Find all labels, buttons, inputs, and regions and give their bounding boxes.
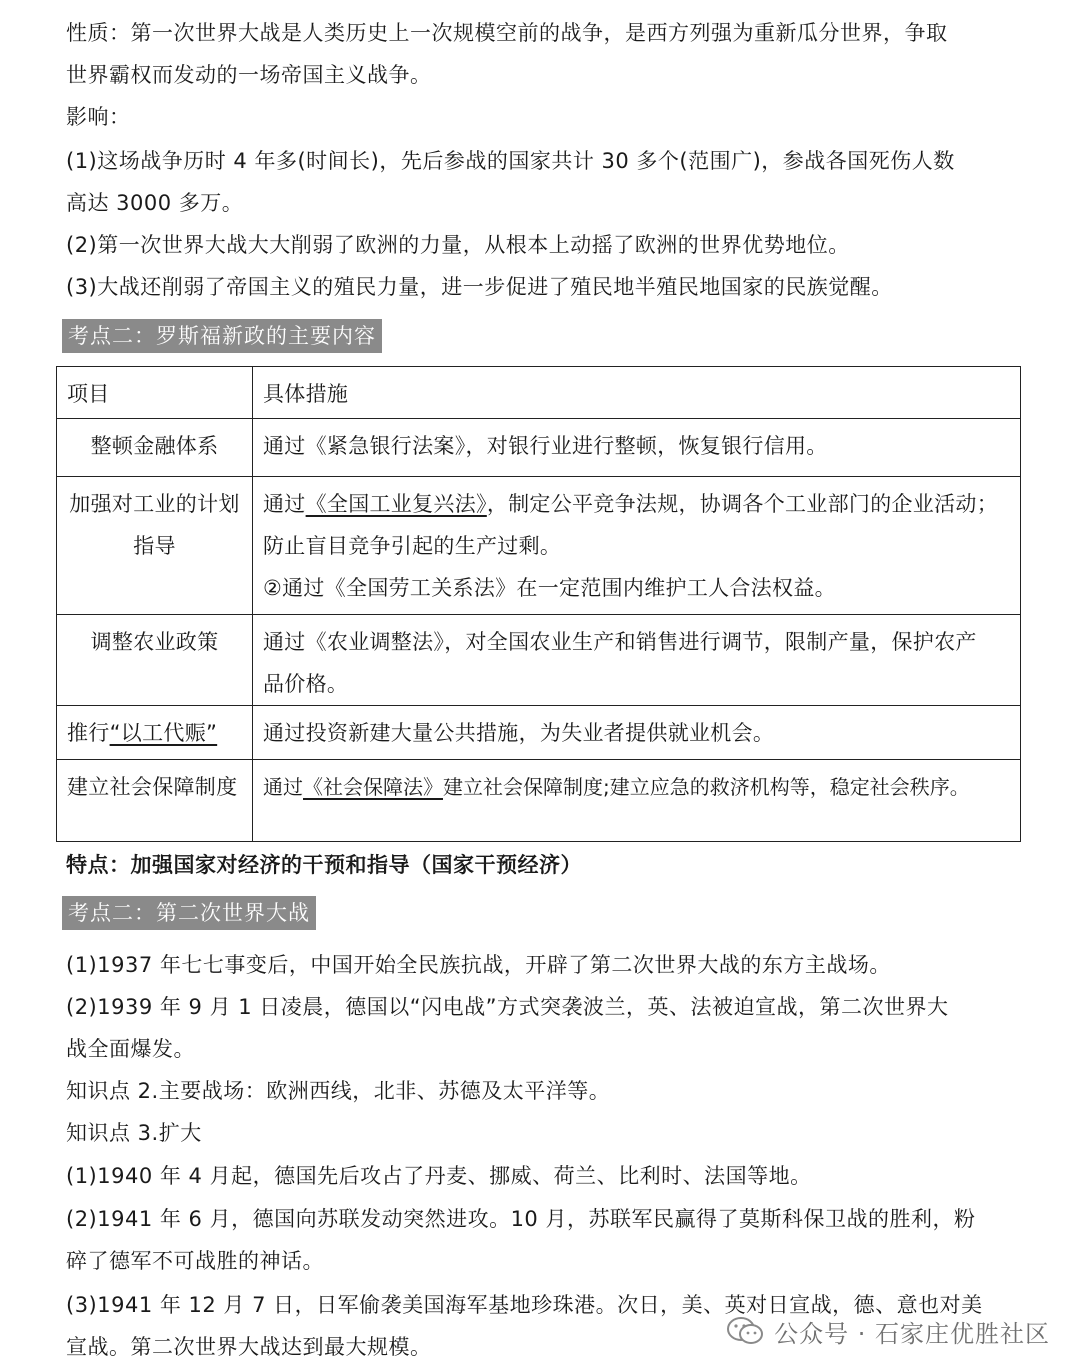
- table-row: [57, 615, 1021, 706]
- table-row: [57, 419, 1021, 477]
- measure-text: ，制定公平竞争法规，协调各个工业部门的企业活动；: [486, 492, 999, 516]
- text-line: (1)这场战争历时 4 年多(时间长)，先后参战的国家共计 30 多个(范围广)，参战各国死伤人数: [66, 149, 955, 173]
- table-measure-cell: [253, 477, 1021, 615]
- text-line: (2)1939 年 9 月 1 日凌晨，德国以“闪电战”方式突袭波兰，英、法被迫宣战，第二次世界大: [66, 995, 949, 1019]
- text-line: 碎了德军不可战胜的神话。: [66, 1249, 324, 1273]
- measure-line: 品价格。: [263, 672, 349, 696]
- text-line: (3)大战还削弱了帝国主义的殖民力量，进一步促进了殖民地半殖民地国家的民族觉醒。: [66, 275, 893, 299]
- table-item-cell: 调整农业政策: [57, 615, 253, 706]
- table-measure-cell: 通过投资新建大量公共措施，为失业者提供就业机会。: [253, 706, 1021, 760]
- wechat-icon: [726, 1316, 764, 1346]
- table-item-cell: [57, 706, 253, 760]
- text-line: (1)1940 年 4 月起，德国先后攻占了丹麦、挪威、荷兰、比利时、法国等地。: [66, 1164, 812, 1188]
- table-measure-cell: 通过《紧急银行法案》，对银行业进行整顿，恢复银行信用。: [253, 419, 1021, 477]
- text-line: 宣战。第二次世界大战达到最大规模。: [66, 1335, 432, 1359]
- table-row: [57, 760, 1021, 842]
- table-row: [57, 706, 1021, 760]
- measure-line: 通过《农业调整法》，对全国农业生产和销售进行调节，限制产量，保护农产: [263, 630, 977, 654]
- table-header-cell: 具体措施: [253, 367, 1021, 419]
- table-item-cell: [57, 477, 253, 615]
- table-header-cell: 项目: [57, 367, 253, 419]
- text-line: (3)1941 年 12 月 7 日，日军偷袭美国海军基地珍珠港。次日，美、英对日宣战，德、意也对美: [66, 1293, 983, 1317]
- text-line: (1)1937 年七七事变后，中国开始全民族抗战，开辟了第二次世界大战的东方主战场。: [66, 953, 891, 977]
- table-item-cell: 建立社会保障制度: [57, 760, 253, 842]
- text-line: (2)1941 年 6 月，德国向苏联发动突然进攻。10 月，苏联军民赢得了莫斯科保卫战的胜利，粉: [66, 1207, 976, 1231]
- measure-line: [263, 483, 1010, 525]
- measure-text: 通过: [263, 492, 306, 516]
- table-measure-cell: [253, 760, 1021, 842]
- text-line: 知识点 3.扩大: [66, 1121, 202, 1145]
- law-name: 《社会保障法》: [303, 775, 443, 799]
- section-heading-new-deal: 考点二：罗斯福新政的主要内容: [62, 319, 382, 353]
- measure-line: ②通过《全国劳工关系法》在一定范围内维护工人合法权益。: [263, 576, 836, 600]
- text-line: 性质：第一次世界大战是人类历史上一次规模空前的战争，是西方列强为重新瓜分世界，争取: [66, 21, 948, 45]
- text-line: (2)第一次世界大战大大削弱了欧洲的力量，从根本上动摇了欧洲的世界优势地位。: [66, 233, 850, 257]
- text-line: 战全面爆发。: [66, 1037, 195, 1061]
- law-name: 《全国工业复兴法》: [305, 492, 487, 516]
- table-measure-cell: [253, 615, 1021, 706]
- measure-line: [263, 766, 1010, 808]
- section-heading-ww2: 考点二：第二次世界大战: [62, 896, 316, 930]
- table-item-cell: 整顿金融体系: [57, 419, 253, 477]
- watermark-text: 公众号 · 石家庄优胜社区: [774, 1319, 1050, 1348]
- table-row: [57, 477, 1021, 615]
- item-text-underlined: “以工代赈”: [109, 721, 218, 745]
- item-text: 推行: [67, 721, 110, 745]
- measure-text: 通过: [263, 775, 303, 799]
- item-line: 指导: [133, 534, 176, 558]
- measure-line: 防止盲目竞争引起的生产过剩。: [263, 534, 562, 558]
- text-line: 高达 3000 多万。: [66, 191, 244, 215]
- item-line: 加强对工业的计划: [69, 492, 240, 516]
- new-deal-table: [56, 366, 1021, 842]
- measure-text: 建立社会保障制度;建立应急的救济机构等，稳定社会秩序。: [443, 775, 970, 799]
- wechat-watermark: [726, 1311, 1050, 1351]
- table-header-row: [57, 367, 1021, 419]
- text-line: 世界霸权而发动的一场帝国主义战争。: [66, 63, 432, 87]
- feature-line: 特点：加强国家对经济的干预和指导（国家干预经济）: [66, 853, 582, 877]
- text-line: 影响：: [66, 105, 131, 129]
- text-line: 知识点 2.主要战场：欧洲西线，北非、苏德及太平洋等。: [66, 1079, 611, 1103]
